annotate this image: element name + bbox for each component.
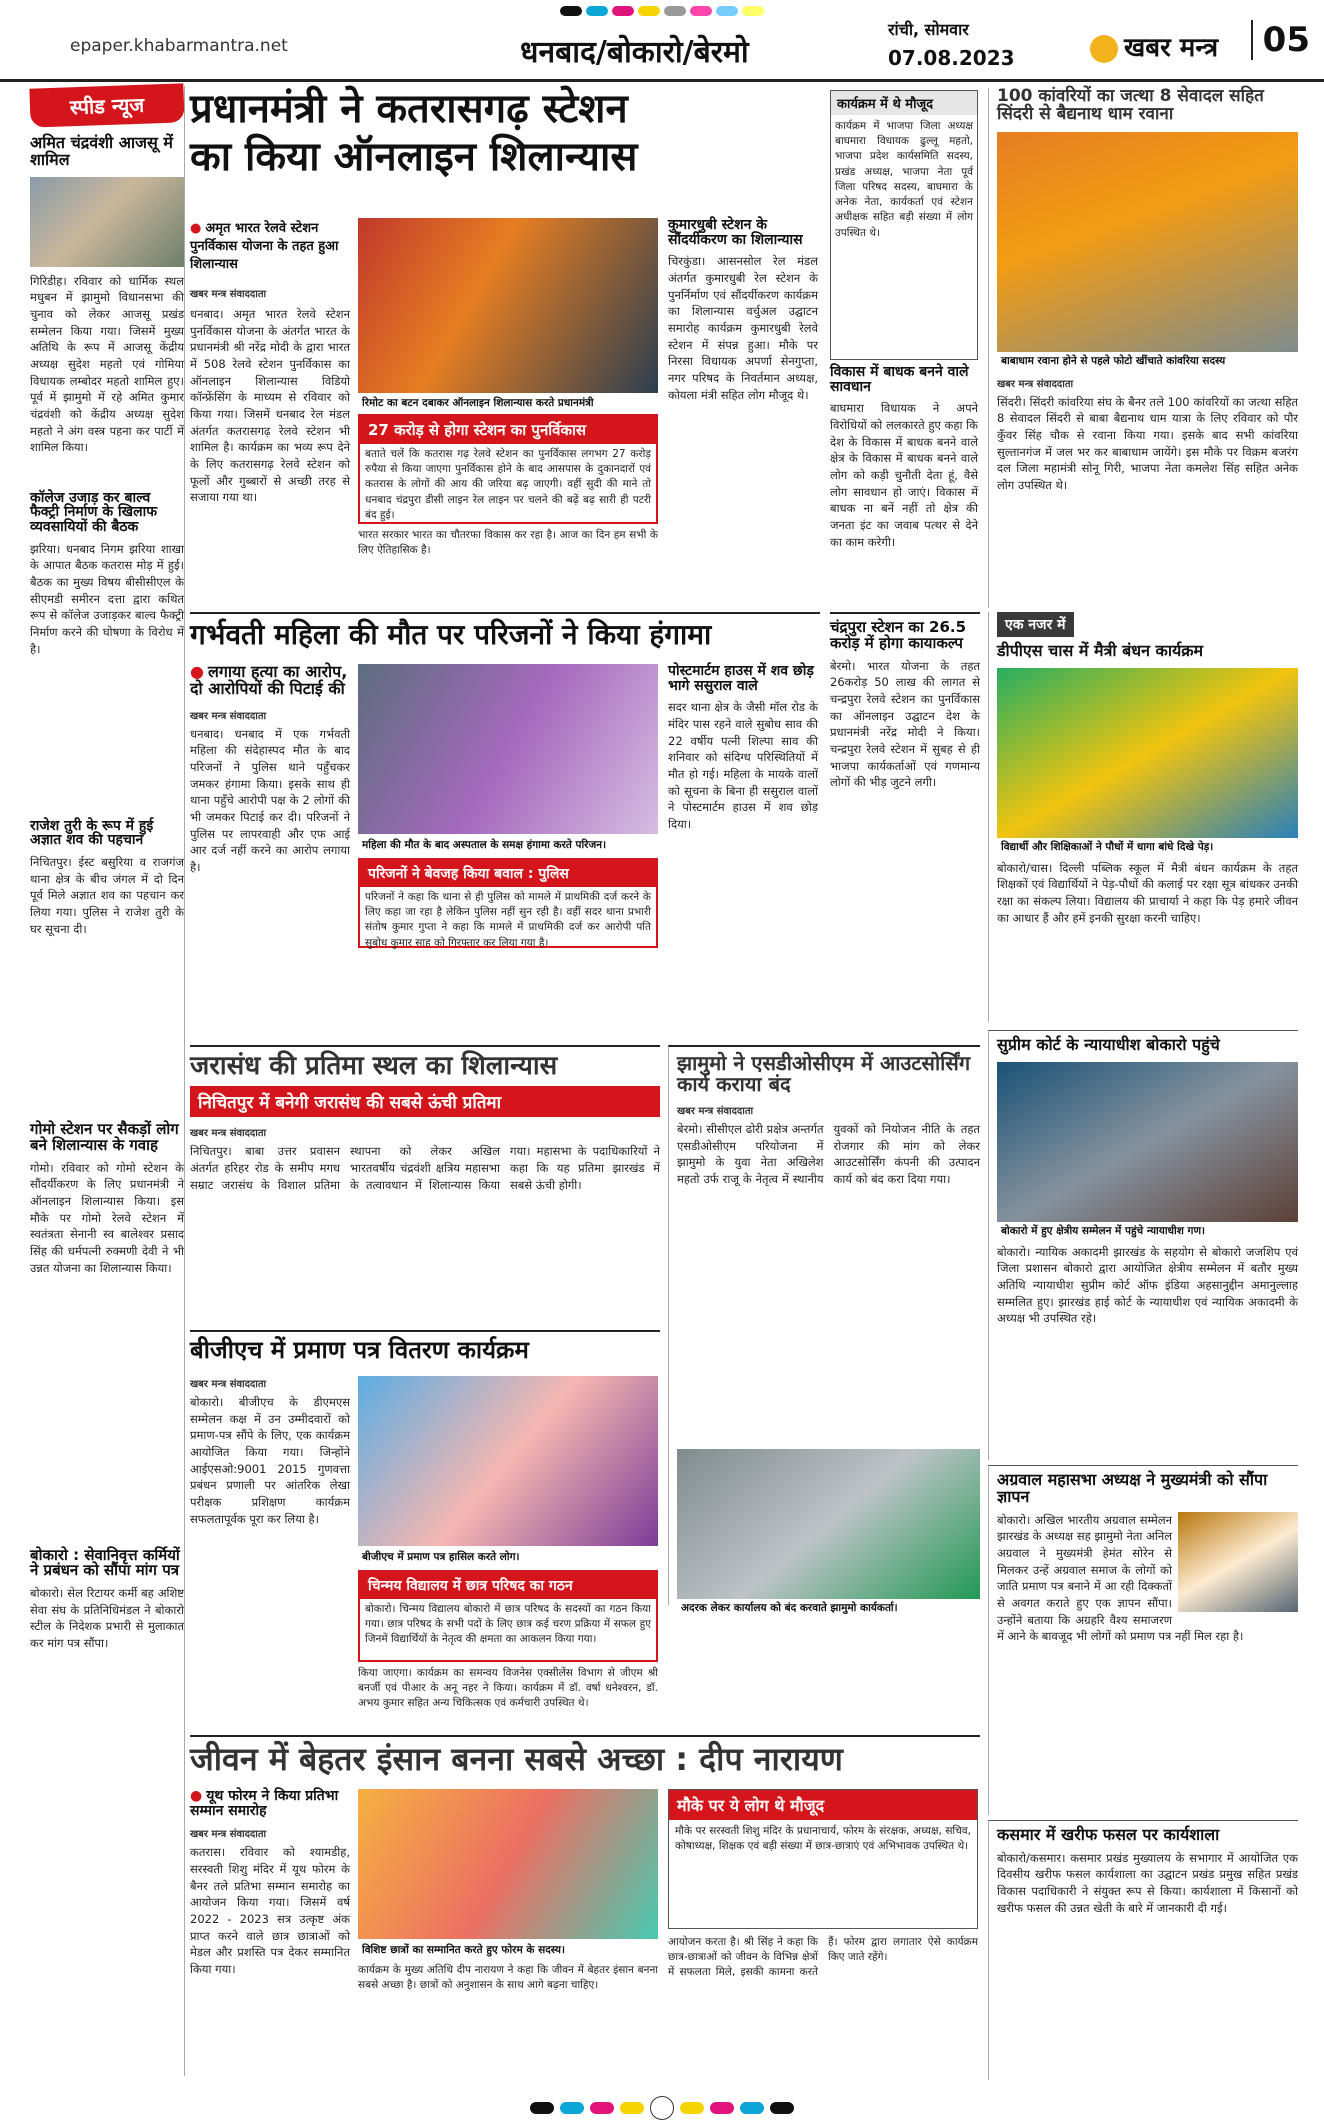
garbhwati-sub: ● लगाया हत्या का आरोप, दो आरोपियों की पिटाई की xyxy=(190,664,350,698)
lead-subhead: ● अमृत भारत रेलवे स्टेशन पुनर्विकास योजना के तहत हुआ शिलान्यास xyxy=(190,218,350,272)
kumardhubi-title: कुमारधुबी स्टेशन के सौंदर्यीकरण का शिलान्यास xyxy=(668,217,803,248)
supreme-photo xyxy=(997,1062,1298,1222)
deep-body-right: आयोजन करता है। श्री सिंह ने कहा कि छात्र-छात्राओं को जीवन के विभिन्न क्षेत्रों में सफलता मिले, इसकी कामना करते हैं। फोरम द्वारा लगातार ऐसे कार्यक्रम किए जाते रहेंगे। xyxy=(668,1936,978,1979)
deep-photo-caption: विशिष्ट छात्रों का सम्मानित करते हुए फोरम के सदस्य। xyxy=(358,1941,658,1959)
kasmar-body: बोकारो/कसमार। कसमार प्रखंड मुख्यालय के सभागार में आयोजित एक दिवसीय खरीफ फसल कार्यशाला का उद्घाटन प्रखंड प्रमुख सहित प्रखंड विकास पदाधिकारी ने संयुक्त रूप से किया। कार्यशाला में किसानों को खरीफ फसल की उन्नत खेती के बारे में जानकारी दी गई। xyxy=(997,1850,1298,1915)
box-title: कार्यक्रम में थे मौजूद xyxy=(831,91,977,115)
agrawal-story xyxy=(988,1465,1298,1815)
crosshair-icon xyxy=(650,2096,674,2120)
redbox-body: परिजनों ने कहा कि थाना से ही पुलिस को मामले में प्राथमिकी दर्ज करने के लिए कहा जा रहा है लेकिन पुलिस नहीं सुन रही है। वहीं सदर थाना प्रभारी संतोष कुमार गुप्ता ने कहा कि मामले में प्राथमिकी दर्ज कर आरोपी पति सुबोध कुमार साह को गिरफ्तार कर लिया गया है। xyxy=(365,891,651,949)
jmm-body: बेरमो। सीसीएल ढोरी प्रक्षेत्र अन्तर्गत एसडीओसीएम परियोजना में झामुमो के युवा नेता अखिलेश महतो उर्फ राजू के नेतृत्व में स्थानीय युवकों को नियोजन नीति के तहत रोजगार की मांग को लेकर आउटसोर्सिंग कंपनी की उत्पादन कार्य को बंद करा दिया गया। xyxy=(677,1122,980,1187)
present-body: मौके पर सरस्वती शिशु मंदिर के प्रधानाचार्य, फोरम के संरक्षक, अध्यक्ष, सचिव, कोषाध्यक्ष, शिक्षक एवं बड़ी संख्या में छात्र-छात्राएं एवं अभिभावक उपस्थित थे। xyxy=(675,1825,971,1853)
garbhwati-left-col xyxy=(190,664,350,1044)
byline: खबर मन्त्र संवाददाता xyxy=(190,1128,267,1140)
speed-news-column xyxy=(30,86,185,2076)
kumardhubi-story xyxy=(668,218,818,608)
speed-news-badge: स्पीड न्यूज xyxy=(29,83,184,127)
jarasandh-body: निचितपुर। बाबा उत्तर प्रवासन अंतर्गत हरिहर रोड के समीप मगध सम्राट जरासंध के विशाल प्रतिमा स्थापना को लेकर अखिल भारतवर्षीय चंद्रवंशी क्षत्रिय महासभा के तत्वावधान में शिलान्यास किया गया। महासभा के पदाधिकारियों ने कहा कि यह प्रतिमा झारखंड में सबसे ऊंची होगी। xyxy=(190,1144,660,1192)
vikas-title: विकास में बाधक बनने वाले सावधान xyxy=(830,364,969,395)
logo-icon xyxy=(1090,35,1118,63)
bgh-photo xyxy=(358,1376,658,1546)
kumardhubi-body: चिरकुंडा। आसनसोल रेल मंडल अंतर्गत कुमारधुबी रेल स्टेशन के पुनर्निर्माण एवं सौंदर्यीकरण कार्यक्रम का शिलान्यास वर्चुअल उद्घाटन समारोह कार्यक्रम कुमारधुबी रेलवे स्टेशन में संपन्न हुआ। मौके पर निरसा विधायक अपर्णा सेनगुप्ता, नगर परिषद के निवर्तमान अध्यक्ष, कोयला मंत्री सहित लोग मौजूद थे। xyxy=(668,254,818,402)
postmortem-body: सदर थाना क्षेत्र के जैसी मॉल रोड के मंदिर पास रहने वाले सुबोध साव की 22 वर्षीय पत्नी शिल्पा साव की शनिवार को संदिग्ध परिस्थितियों में मौत हो गई। महिला के मायके वालों को सूचना के बिना ही ससुराल वालों ने पोस्टमार्टम हाउस में शव छोड़ दिया। xyxy=(668,700,818,832)
redbox-body: बोकारो। चिन्मय विद्यालय बोकारो में छात्र परिषद के सदस्यों का गठन किया गया। छात्र परिषद के सभी पदों के लिए छात्र कई चरण प्रक्रिया में सफल हुए जिनमें विद्यार्थियों के नेतृत्व की क्षमता का आकलन किया गया। xyxy=(365,1603,651,1646)
postmortem-title: पोस्टमार्टम हाउस में शव छोड़ भागे ससुराल वाले xyxy=(668,663,814,694)
nazar-photo xyxy=(997,668,1298,838)
deep-story xyxy=(190,1735,980,2080)
nazar-body: बोकारो/चास। दिल्ली पब्लिक स्कूल में मैत्री बंधन कार्यक्रम के तहत शिक्षकों एवं विद्यार्थियों ने पेड़-पौधों की कलाई पर रक्षा सूत्र बांधकर उनकी रक्षा का संकल्प लिया। विद्यालय की प्राचार्या ने कहा कि पेड़ हमारे जीवन का आधार हैं और हमें इनकी सुरक्षा करनी चाहिए। xyxy=(997,860,1298,925)
deep-body-cont: कार्यक्रम के मुख्य अतिथि दीप नारायण ने कहा कि जीवन में बेहतर इंसान बनना सबसे अच्छा है। छात्रों को अनुशासन के साथ आगे बढ़ना चाहिए। xyxy=(358,1964,658,1992)
jarasandh-story xyxy=(190,1045,660,1325)
bgh-story xyxy=(190,1330,660,1730)
lead-left-col xyxy=(190,218,350,608)
nazar-label: एक नजर में xyxy=(997,612,1074,637)
byline: खबर मन्त्र संवाददाता xyxy=(190,289,267,300)
nazar-title: डीपीएस चास में मैत्री बंधन कार्यक्रम xyxy=(997,641,1204,660)
news-title: बोकारो : सेवानिवृत्त कर्मियों ने प्रबंधन को सौंपा मांग पत्र xyxy=(30,1545,180,1580)
garbhwati-headline: गर्भवती महिला की मौत पर परिजनों ने किया हंगामा xyxy=(190,618,712,651)
byline: खबर मन्त्र संवाददाता xyxy=(190,1829,267,1841)
chandrapura-title: चंद्रपुरा स्टेशन का 26.5 करोड़ में होगा कायाकल्प xyxy=(830,618,967,652)
url-text[interactable]: epaper.khabarmantra.net xyxy=(70,36,288,56)
chinmay-body: किया जाएगा। कार्यक्रम का समन्वय विजनेस एक्सीलेंस विभाग से जीएम श्री बनर्जी एवं पीआर के अनू नहर ने किया। कार्यक्रम में डॉ. वर्षा धनेश्वरन, डॉ. अभय कुमार सहित अन्य चिकित्सक एवं कर्मचारी उपस्थित थे। xyxy=(358,1667,658,1710)
section-title: धनबाद/बोकारो/बेरमो xyxy=(520,35,749,70)
deep-left-col xyxy=(190,1789,350,2079)
chandrapura-body: बेरमो। भारत योजना के तहत 26करोड़ 50 लाख की लागत से चन्द्रपुरा रेलवे स्टेशन का पुनर्विकास का ऑनलाइन उद्घाटन देश के प्रधानमंत्री नरेंद्र मोदी ने किया। चन्द्रपुरा रेलवे स्टेशन में सुबह से ही भाजपा कार्यकर्ताओं एवं गणमान्य लोगों की भीड़ जुटने लगी। xyxy=(830,658,980,790)
agrawal-title: अग्रवाल महासभा अध्यक्ष ने मुख्यमंत्री को सौंपा ज्ञापन xyxy=(997,1470,1268,1506)
city-day: रांची, सोमवार xyxy=(888,20,969,39)
nazar-photo-caption: विद्यार्थी और शिक्षिकाओं ने पौधों में धागा बांधे दिखे पेड़। xyxy=(997,838,1298,856)
news-title: अमित चंद्रवंशी आजसू में शामिल xyxy=(30,133,173,169)
jmm-photo-caption: अदरक लेकर कार्यालय को बंद करवाते झामुमो कार्यकर्ता। xyxy=(677,1599,980,1617)
lead-body: धनबाद। अमृत भारत रेलवे स्टेशन पुनर्विकास योजना के अंतर्गत भारत के प्रधानमंत्री श्री नरेंद्र मोदी के द्वारा भारत में 508 रेलवे स्टेशन पुनर्विकास का ऑनलाइन शिलान्यास विडियो कॉन्फ्रेंसिंग के माध्यम से रविवार को किया गया। जिसमें धनबाद रेल मंडल अंतर्गत कतरासगढ़ रेलवे स्टेशन भी शामिल है। कार्यक्रम का भव्य रूप देने के लिए कतरासगढ़ रेलवे स्टेशन को फूलों और गुब्बारों से अच्छी तरह से सजाया गया था। xyxy=(190,307,350,505)
lead-photo xyxy=(358,218,658,393)
chinmay-redbox xyxy=(358,1570,658,1662)
redbox-title: परिजनों ने बेवजह किया बवाल : पुलिस xyxy=(360,860,656,887)
garbhwati-redbox xyxy=(358,858,658,948)
byline: खबर मन्त्र संवाददाता xyxy=(190,710,267,722)
supreme-story xyxy=(988,1030,1298,1460)
kanwar-photo-caption: बाबाधाम रवाना होने से पहले फोटो खींचाते कांवरिया सदस्य xyxy=(997,352,1298,370)
news-title: राजेश तुरी के रूप में हुई अज्ञात शव की पहचान xyxy=(30,817,154,849)
byline: खबर मन्त्र संवाददाता xyxy=(997,378,1074,390)
garbhwati-photo-caption: महिला की मौत के बाद अस्पताल के समक्ष हंगामा करते परिजन। xyxy=(358,836,658,854)
supreme-body: बोकारो। न्यायिक अकादमी झारखंड के सहयोग से बोकारो जजशिप एवं जिला प्रशासन बोकारो द्वारा आयोजित क्षेत्रीय सम्मेलन में बतौर मुख्य अतिथि न्यायाधीश सुप्रीम कोर्ट ऑफ इंडिया अहसानुद्दीन अमानुल्लाह सम्मलित हुए। झारखंड हाई कोर्ट के न्यायाधीश एवं न्यायिक अकादमी के अध्यक्ष भी उपस्थित रहे। xyxy=(997,1244,1298,1326)
bgh-left-col xyxy=(190,1376,350,1726)
kanwar-headline: 100 कांवरियों का जत्था 8 सेवादल सहित सिंदरी से बैद्यनाथ धाम रवाना xyxy=(997,86,1264,124)
jmm-photo xyxy=(677,1449,980,1599)
news-body: झरिया। धनबाद निगम झरिया शाखा के आपात बैठक कतरास मोड़ में हुई। बैठक का मुख्य विषय बीसीसीएल के सीएमडी समीरन दत्ता द्वारा कथित रूप से कॉलेज उजाड़कर बाल्व फैक्ट्री निर्माण करने की घोषणा के विरोध में है। xyxy=(30,541,184,656)
lead-body-cont: भारत सरकार भारत का चौतरफा विकास कर रहा है। आज का दिन हम सभी के लिए ऐतिहासिक है। xyxy=(358,529,658,557)
nazar-story xyxy=(988,612,1298,1022)
kanwar-story xyxy=(988,88,1298,608)
garbhwati-story xyxy=(190,612,820,1042)
redbox-title: चिन्मय विद्यालय में छात्र परिषद का गठन xyxy=(360,1572,656,1599)
kanwar-photo xyxy=(997,132,1298,352)
lead-headline-line1: प्रधानमंत्री ने कतरासगढ़ स्टेशन xyxy=(190,86,628,132)
jarasandh-headline: जरासंध की प्रतिमा स्थल का शिलान्यास xyxy=(190,1051,558,1081)
supreme-title: सुप्रीम कोर्ट के न्यायाधीश बोकारो पहुंचे xyxy=(997,1035,1220,1054)
redbox-title: 27 करोड़ से होगा स्टेशन का पुनर्विकास xyxy=(360,416,656,444)
page-number: 05 xyxy=(1251,20,1310,60)
page-header xyxy=(0,0,1324,82)
garbhwati-photo xyxy=(358,664,658,834)
deep-headline: जीवन में बेहतर इंसान बनना सबसे अच्छा : दीप नारायण xyxy=(190,1740,843,1778)
byline: खबर मन्त्र संवाददाता xyxy=(190,1379,267,1390)
news-body: गोमो। रविवार को गोमो स्टेशन के सौंदर्यीकरण के लिए प्रधानमंत्री ने ऑनलाइन शिलान्यास किया। इस मौके पर गोमो रेलवे स्टेशन में स्वतंत्रता सेनानी स्व बालेश्वर प्रसाद सिंह की धर्मपत्नी रुक्मणी देवी ने भी उन्नत योजना का शिलान्यास किया। xyxy=(30,1160,184,1275)
deep-sub: ● यूथ फोरम ने किया प्रतिभा सम्मान समारोह xyxy=(190,1789,350,1818)
agrawal-body: बोकारो। अखिल भारतीय अग्रवाल सम्मेलन झारखंड के अध्यक्ष सह झामुमो नेता अनिल अग्रवाल ने मुख्यमंत्री हेमंत सोरेन से मिलकर उन्हें अग्रवाल समाज के लोगों को जाति प्रमाण पत्र बनाने में आ रही दिक्कतों से अवगत कराते हुए एक ज्ञापन सौंपा। उन्होंने बताया कि अग्रहरि वैश्य समाजरण में आने के बावजूद भी लोगों को प्रमाण पत्र नहीं मिल रहा है। xyxy=(997,1512,1244,1644)
present-title: मौके पर ये लोग थे मौजूद xyxy=(669,1790,977,1820)
edition-date: 07.08.2023 xyxy=(888,46,1015,70)
news-photo xyxy=(30,177,184,267)
redbox-body: बताते चलें कि कतरास गढ़ रेलवे स्टेशन का पुनर्विकास लगभग 27 करोड़ रुपैया से किया जाएगा पुनर्विकास होने के बाद आसपास के दुकानदारों एवं कतरास के लोगों की आय की जरिया बढ़ जाएगी। वहीं सुदी की माने तो धनबाद चंद्रपुरा डीसी लाइन रेल लाइन पर चलने की बढ़ें बढ़ सारी ही पटरी बंद हुई। xyxy=(365,448,651,521)
jarasandh-redbar: निचितपुर में बनेगी जरासंध की सबसे ऊंची प्रतिमा xyxy=(190,1086,660,1117)
kasmar-title: कसमार में खरीफ फसल पर कार्यशाला xyxy=(997,1825,1220,1844)
kasmar-story xyxy=(988,1820,1298,2080)
karyakram-box xyxy=(830,90,978,360)
vikas-body: बाघमारा विधायक ने अपने विरोधियों को ललकारते हुए कहा कि देश के विकास में बाधक बनने वाले क्षेत्र के विकास में बाधक बनने वाले लोग को कड़ी चुनौती देता हूं, वैसे लोग सावधान हो जाएं। विकास में बाधक ना बनें नहीं तो क्षेत्र की जनता इंट का जवाब पत्थर से देने का काम करेगी। xyxy=(830,401,978,549)
deep-photo xyxy=(358,1789,658,1939)
bgh-body: बोकारो। बीजीएच के डीएमएस सम्मेलन कक्ष में उन उम्मीदवारों को प्रमाण-पत्र सौंपे के लिए, एक कार्यक्रम आयोजित किया गया। जिन्होंने आईएसओ:9001 2015 गुणवत्ता प्रबंधन प्रणाली पर आंतरिक लेखा परीक्षक प्रशिक्षण कार्यक्रम सफलतापूर्वक पूरा कर लिया है। xyxy=(190,1395,350,1526)
deep-body: कतरास। रविवार को श्यामडीह, सरस्वती शिशु मंदिर में यूथ फोरम के बैनर तले प्रतिभा सम्मान समारोह का आयोजन किया गया। जिसमें वर्ष 2022 - 2023 सत्र उत्कृष्ट अंक प्राप्त करने वाले छात्र छात्राओं को मेडल और प्रशस्ति पत्र देकर सम्मानित किया गया। xyxy=(190,1845,350,1977)
masthead-logo xyxy=(1090,28,1218,64)
bgh-headline: बीजीएच में प्रमाण पत्र वितरण कार्यक्रम xyxy=(190,1336,529,1364)
lead-photo-caption: रिमोट का बटन दबाकर ऑनलाइन शिलान्यास करते प्रधानमंत्री xyxy=(358,394,658,412)
box-body: कार्यक्रम में भाजपा जिला अध्यक्ष बाघमारा विधायक ढुल्लू महतो, भाजपा प्रदेश कार्यसमिति सदस्य, प्रखंड अध्यक्ष, भाजपा नेता पूर्व जिला परिषद सदस्य, बाघमारा के अनेक नेता, कार्यकर्ता एवं स्टेशन अधीक्षक सहित बड़ी संख्या में लोग उपस्थित थे। xyxy=(835,120,973,239)
lead-story xyxy=(190,88,820,608)
postmortem-story xyxy=(668,664,818,1044)
registration-bar-bottom xyxy=(0,2090,1324,2125)
supreme-photo-caption: बोकारो में हुए क्षेत्रीय सम्मेलन में पहुंचे न्यायाधीश गण। xyxy=(997,1222,1298,1240)
vikas-box xyxy=(830,365,978,605)
agrawal-photo xyxy=(1178,1512,1298,1612)
deep-present-box xyxy=(668,1789,978,1929)
lead-headline-line2: का किया ऑनलाइन शिलान्यास xyxy=(190,134,638,180)
news-body: गिरिडीह। रविवार को धार्मिक स्थल मधुबन में झामुमो विधानसभा की चुनाव को लेकर आजसू प्रखंड सम्मेलन किया गया। जिसमें मुख्य अतिथि के रूप में आजसू केंद्रीय अध्यक्ष सुदेश महतो एवं गोमिया विधायक लम्बोदर महतो शामिल हुए। पूर्व में झामुमो में रहे अमित कुमार चंद्रवंशी को केंद्रीय अध्यक्ष सुदेश महतो ने अंग वस्त्र पहना कर पार्टी में शामिल किया। xyxy=(30,273,184,455)
logo-text: खबर मन्त्र xyxy=(1124,33,1219,63)
news-title: कॉलेज उजाड़ कर बाल्व फैक्ट्री निर्माण के खिलाफ व्यवसायियों की बैठक xyxy=(30,489,157,535)
jmm-story xyxy=(668,1045,980,1614)
byline: खबर मन्त्र संवाददाता xyxy=(677,1106,754,1117)
news-body: बोकारो। सेल रिटायर कर्मी बह अशिष्ट सेवा संघ के प्रतिनिधिमंडल ने बोकारो स्टील के निदेशक प्रभारी से मुलाकात कर मांग पत्र सौंपा। xyxy=(30,1586,184,1651)
garbhwati-body: धनबाद। धनबाद में एक गर्भवती महिला की संदेहास्पद मौत के बाद परिजनों ने पुलिस थाने पहुँचकर जमकर हंगामा किया। इसके साथ ही थाना पहुँचे आरोपी पक्ष के 2 लोगों की भी जमकर पिटाई कर दी। परिजनों ने पुलिस पर लापरवाही और एफ आई आर दर्ज नहीं करने का आरोप लगाया है। xyxy=(190,726,350,874)
news-body: निचितपुर। ईस्ट बसुरिया व राजगंज थाना क्षेत्र के बीच जंगल में दो दिन पूर्व मिले अज्ञात शव का पहचान कर लिया गया। पुलिस ने राजेश तुरी के घर सूचना दी। xyxy=(30,855,184,936)
news-title: गोमो स्टेशन पर सैकड़ों लोग बने शिलान्यास के गवाह xyxy=(30,1120,179,1154)
jmm-headline: झामुमो ने एसडीओसीएम में आउटसोर्सिंग कार्य कराया बंद xyxy=(677,1051,971,1096)
chandrapura-story xyxy=(830,612,980,1042)
kanwar-body: सिंदरी। सिंदरी कांवरिया संघ के बैनर तले 100 कांवरियों का जत्था सहित 8 सेवादल सिंदरी से बाबा बैद्यनाथ धाम यात्रा के लिए रविवार को पौर कुँवर सिंह चौक से रवाना किया गया। इसके बाद सभी कांवरिया सुल्तानगंज में जल भर कर बाबाधाम जायेंगे। इस मौके पर विक्रम बजरंग दल जिला महामंत्री सोनू गिरी, भाजपा नेता कमलेश सिंह सहित अनेक लोग उपस्थित थे। xyxy=(997,394,1298,493)
bgh-photo-caption: बीजीएच में प्रमाण पत्र हासिल करते लोग। xyxy=(358,1548,658,1566)
lead-redbox xyxy=(358,414,658,524)
